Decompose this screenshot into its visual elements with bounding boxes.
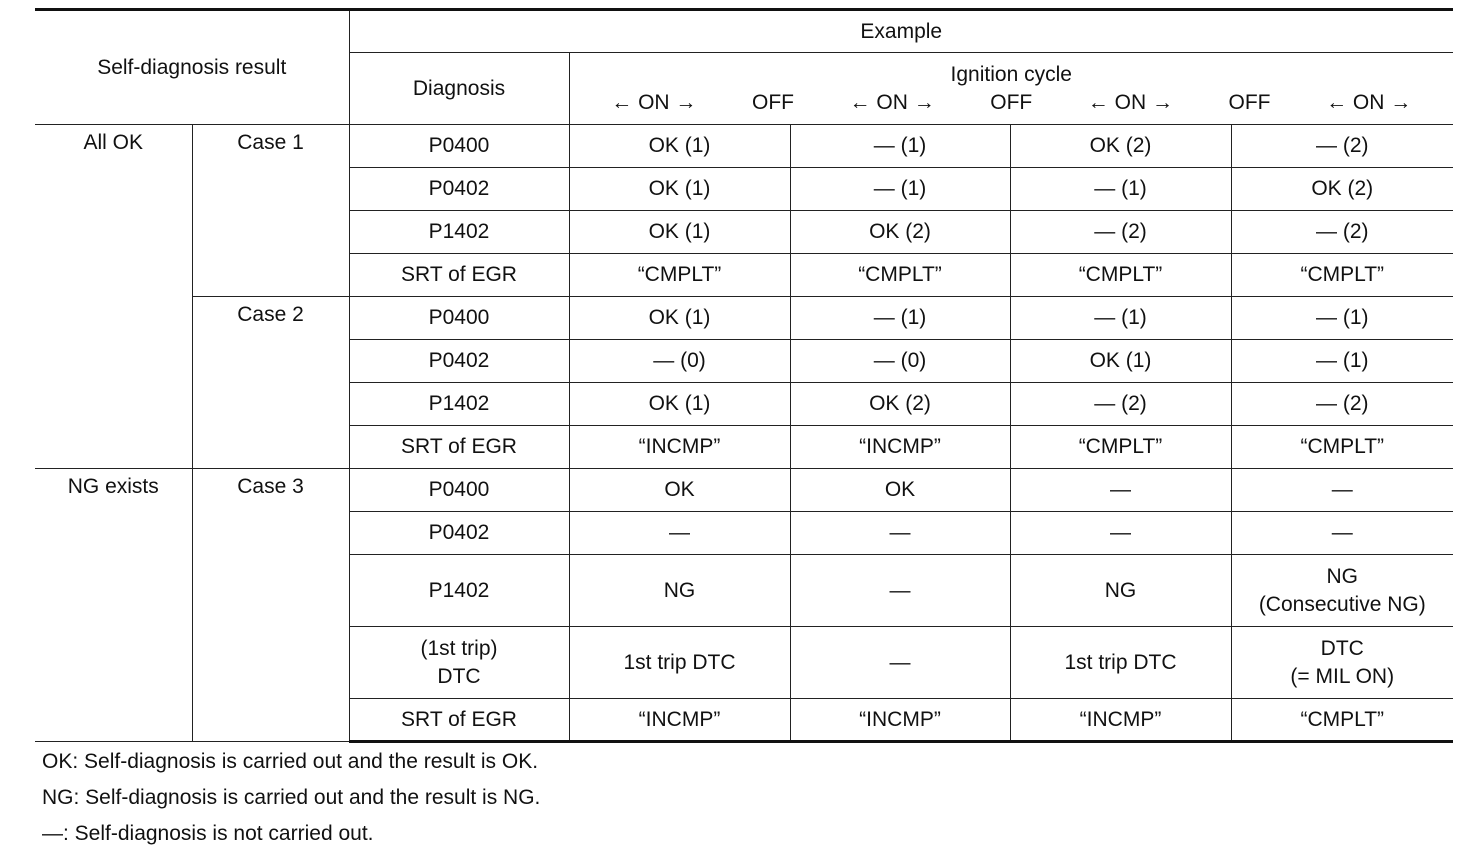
ignition-cycle-header — [569, 53, 1453, 125]
ignition-cycle-label: Ignition cycle — [950, 62, 1072, 86]
result-cell: — — [790, 555, 1010, 627]
result-cell: — — [790, 512, 1010, 555]
result-cell: — (1) — [1231, 297, 1453, 340]
diagnosis-cell-multiline — [349, 627, 569, 699]
result-cell: — (0) — [569, 340, 790, 383]
result-cell: — (2) — [1231, 383, 1453, 426]
diagnosis-header: Diagnosis — [349, 53, 569, 125]
result-cell: — — [1231, 469, 1453, 512]
result-cell: — (0) — [790, 340, 1010, 383]
result-cell: “CMPLT” — [1010, 254, 1231, 297]
result-cell: — (1) — [1010, 297, 1231, 340]
cycle-on-4: ← ON → — [1326, 90, 1412, 114]
ignition-cycle-sequence — [570, 89, 1454, 117]
result-cell: 1st trip DTC — [569, 627, 790, 699]
result-line: DTC — [1320, 636, 1364, 660]
result-cell: “INCMP” — [569, 699, 790, 742]
result-cell: “CMPLT” — [569, 254, 790, 297]
diagnosis-cell: SRT of EGR — [349, 426, 569, 469]
result-cell: — (2) — [1231, 211, 1453, 254]
cycle-off-3: OFF — [1228, 90, 1271, 114]
note-ng: NG: Self-diagnosis is carried out and the result is NG. — [42, 786, 541, 809]
result-cell: — (2) — [1010, 383, 1231, 426]
result-cell: NG — [569, 555, 790, 627]
result-line: NG — [1326, 564, 1358, 588]
example-header: Example — [349, 10, 1453, 53]
cycle-on-2: ← ON → — [849, 90, 935, 114]
result-cell: “CMPLT” — [1231, 426, 1453, 469]
case-2-label: Case 2 — [192, 297, 349, 469]
result-cell: “CMPLT” — [790, 254, 1010, 297]
diagnosis-cell: P0400 — [349, 297, 569, 340]
result-cell-multiline — [1231, 627, 1453, 699]
self-diagnosis-result-header: Self-diagnosis result — [35, 10, 349, 125]
result-cell: “CMPLT” — [1231, 254, 1453, 297]
result-cell: OK (1) — [569, 383, 790, 426]
result-cell: “INCMP” — [1010, 699, 1231, 742]
diagnosis-cell: P0402 — [349, 512, 569, 555]
result-cell: OK (2) — [790, 383, 1010, 426]
diagnosis-cell: P0400 — [349, 469, 569, 512]
group-ng-exists: NG exists — [35, 469, 192, 742]
result-cell: “INCMP” — [790, 426, 1010, 469]
result-cell: — — [1010, 469, 1231, 512]
result-cell: OK — [790, 469, 1010, 512]
note-ok: OK: Self-diagnosis is carried out and the result is OK. — [42, 750, 539, 773]
result-cell: “CMPLT” — [1010, 426, 1231, 469]
result-cell: — (1) — [790, 168, 1010, 211]
result-cell: — (1) — [1010, 168, 1231, 211]
result-cell: OK (2) — [790, 211, 1010, 254]
result-cell: — — [790, 627, 1010, 699]
group-all-ok: All OK — [35, 125, 192, 469]
result-cell: “CMPLT” — [1231, 699, 1453, 742]
diagnosis-cell: SRT of EGR — [349, 254, 569, 297]
result-cell: — (1) — [790, 297, 1010, 340]
result-cell: OK (1) — [569, 168, 790, 211]
result-cell: — (1) — [1231, 340, 1453, 383]
result-line: (= MIL ON) — [1290, 664, 1395, 688]
legend-notes — [42, 744, 540, 850]
result-cell: — — [569, 512, 790, 555]
srt-example-table — [35, 8, 1453, 743]
result-cell: NG — [1010, 555, 1231, 627]
result-cell: — — [1010, 512, 1231, 555]
diagnosis-cell: P1402 — [349, 383, 569, 426]
diagnosis-cell: P0402 — [349, 340, 569, 383]
case-1-label: Case 1 — [192, 125, 349, 297]
result-line: (Consecutive NG) — [1258, 592, 1426, 616]
cycle-on-1: ← ON → — [611, 90, 697, 114]
note-dash: —: Self-diagnosis is not carried out. — [42, 822, 374, 845]
result-cell: OK (1) — [1010, 340, 1231, 383]
result-cell-multiline — [1231, 555, 1453, 627]
diagnosis-line: (1st trip) — [420, 636, 498, 660]
diagnosis-cell: SRT of EGR — [349, 699, 569, 742]
result-cell: OK — [569, 469, 790, 512]
diagnosis-cell: P1402 — [349, 555, 569, 627]
case-3-label: Case 3 — [192, 469, 349, 742]
diagnosis-cell: P0402 — [349, 168, 569, 211]
result-cell: — (2) — [1231, 125, 1453, 168]
diagnosis-line: DTC — [437, 664, 481, 688]
diagnosis-cell: P0400 — [349, 125, 569, 168]
cycle-on-3: ← ON → — [1087, 90, 1173, 114]
result-cell: — — [1231, 512, 1453, 555]
diagnosis-cell: P1402 — [349, 211, 569, 254]
cycle-off-1: OFF — [751, 90, 794, 114]
result-cell: OK (1) — [569, 297, 790, 340]
result-cell: “INCMP” — [569, 426, 790, 469]
result-cell: OK (1) — [569, 125, 790, 168]
result-cell: OK (2) — [1010, 125, 1231, 168]
result-cell: 1st trip DTC — [1010, 627, 1231, 699]
result-cell: OK (1) — [569, 211, 790, 254]
result-cell: — (2) — [1010, 211, 1231, 254]
cycle-off-2: OFF — [990, 90, 1033, 114]
result-cell: “INCMP” — [790, 699, 1010, 742]
result-cell: — (1) — [790, 125, 1010, 168]
result-cell: OK (2) — [1231, 168, 1453, 211]
